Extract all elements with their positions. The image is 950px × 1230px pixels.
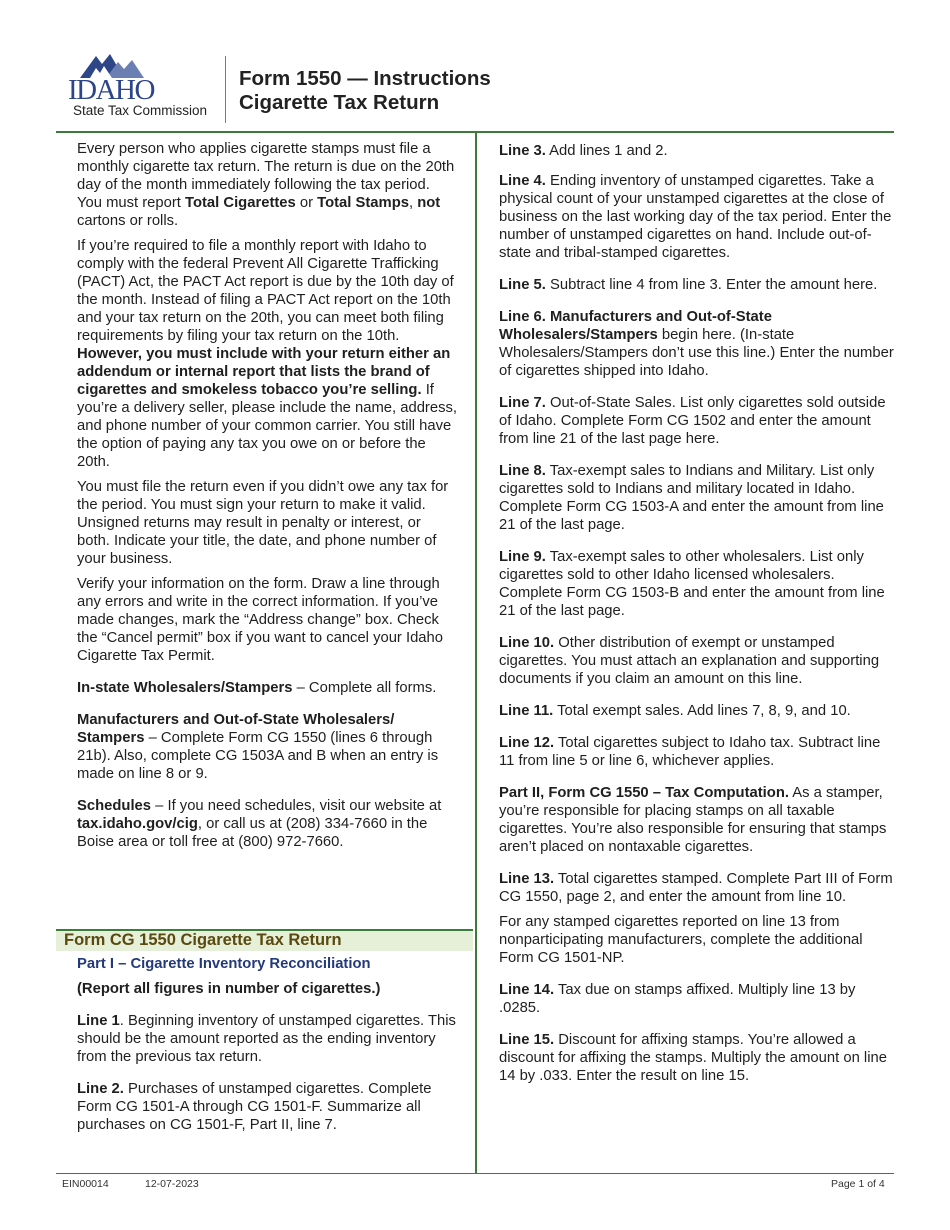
idaho-logo — [66, 52, 216, 120]
verify-paragraph: Verify your information on the form. Draw a line through any errors and write in the correct information. If you’ve made changes, mark the “Address change” box. Check the “Cancel permit” box if you want to cancel your Idaho Cigarette Tax Permit. — [77, 576, 443, 664]
line7-paragraph: Line 7. Out-of-State Sales. List only cigarettes sold outside of Idaho. Complete Form CG 1502 and enter the amount from line 21 of the last page here. — [499, 395, 886, 447]
title-line-2: Cigarette Tax Return — [239, 90, 440, 114]
line15-paragraph: Line 15. Discount for affixing stamps. You’re allowed a discount for affixing the stamps. Multiply the amount on line 14 by .033. Enter the result on line 15. — [499, 1032, 887, 1084]
section-title: Form CG 1550 Cigarette Tax Return — [64, 931, 342, 949]
line9-paragraph: Line 9. Tax-exempt sales to other wholesalers. List only cigarettes sold to other Idaho licensed wholesalers. Complete Form CG 1503-B and enter the amount from line 21 of the last page. — [499, 549, 885, 619]
instate-paragraph: In-state Wholesalers/Stampers – Complete all forms. — [77, 680, 437, 696]
left-column-lower — [77, 980, 457, 1134]
manufacturers-paragraph: Manufacturers and Out-of-State Wholesalers/ Stampers – Complete Form CG 1550 (lines 6 through 21b). Also, complete CG 1503A and B when an entry is made on line 8 or 9. — [77, 712, 439, 782]
part2-paragraph: Part II, Form CG 1550 – Tax Computation. As a stamper, you’re responsible for placing stamps on all taxable cigarettes. You’re also responsible for ensuring that stamps aren’t placed on nontaxable cigarettes. — [499, 785, 887, 855]
footer-form-code: EIN00014 — [62, 1178, 109, 1190]
bottom-rule — [56, 1173, 894, 1174]
right-column — [499, 142, 899, 1085]
logo-subtitle: State Tax Commission — [73, 103, 208, 118]
line8-paragraph: Line 8. Tax-exempt sales to Indians and Military. List only cigarettes sold to Indians and military located in Idaho. Complete Form CG 1503-A and enter the amount from line 21 of the last page. — [499, 463, 884, 533]
title-line-1: Form 1550 — Instructions — [239, 67, 491, 90]
line6-paragraph: Line 6. Manufacturers and Out-of-State Wholesalers/Stampers begin here. (In-state Wholesalers/Stampers don’t use this line.) Enter the number of cigarettes shipped into Idaho. — [499, 309, 894, 379]
footer-page-number: Page 1 of 4 — [831, 1178, 885, 1190]
line3-paragraph: Line 3. Add lines 1 and 2. — [499, 143, 668, 159]
line10-paragraph: Line 10. Other distribution of exempt or unstamped cigarettes. You must attach an explanation and supporting documents if you claim an amount on this line. — [499, 635, 880, 687]
pact-paragraph: If you’re required to file a monthly report with Idaho to comply with the federal Prevent All Cigarette Trafficking (PACT) Act, the PACT Act report is due by the 10th day of the month. Instead of filing a PACT Act report on the 10th and your tax return on the 20th, you can meet both filing requirements by filing your tax return on the 10th. However, you must include with your return either an addendum or internal report that lists the brand of cigarettes and smokeless tobacco you’re selling. If you’re a delivery seller, please include the name, address, and phone number of your common carrier. You still have the option of paying any tax you owe on or before the 20th. — [77, 238, 458, 470]
line12-paragraph: Line 12. Total cigarettes subject to Idaho tax. Subtract line 11 from line 5 or line 6, whichever applies. — [499, 735, 881, 769]
header-divider — [225, 56, 226, 123]
line4-paragraph: Line 4. Ending inventory of unstamped cigarettes. Take a physical count of your unstamped cigarettes at the close of business on the last working day of the tax period. Enter the number of unstamped cigarettes on hand. Include out-of-state and tribal-stamped cigarettes. — [499, 173, 892, 261]
left-column — [77, 140, 457, 851]
logo-wordmark: IDAHO — [68, 74, 154, 106]
line1-paragraph: Line 1. Beginning inventory of unstamped cigarettes. This should be the amount reported as the ending inventory from the previous tax return. — [77, 1013, 456, 1065]
report-note: (Report all figures in number of cigarettes.) — [77, 981, 381, 997]
part1-heading: Part I – Cigarette Inventory Reconciliation — [77, 956, 371, 972]
line11-paragraph: Line 11. Total exempt sales. Add lines 7, 8, 9, and 10. — [499, 703, 851, 719]
page-title — [239, 67, 491, 114]
line2-paragraph: Line 2. Purchases of unstamped cigarettes. Complete Form CG 1501-A through CG 1501-F. Summarize all purchases on CG 1501-F, Part II, line 7. — [77, 1081, 432, 1133]
line14-paragraph: Line 14. Tax due on stamps affixed. Multiply line 13 by .0285. — [499, 982, 856, 1016]
schedules-paragraph: Schedules – If you need schedules, visit our website at tax.idaho.gov/cig, or call us at (208) 334-7660 in the Boise area or toll free at (800) 972-7660. — [77, 798, 442, 850]
nonparticipating-paragraph: For any stamped cigarettes reported on line 13 from nonparticipating manufacturers, complete the additional Form CG 1501-NP. — [499, 914, 863, 966]
intro-paragraph: Every person who applies cigarette stamps must file a monthly cigarette tax return. The return is due on the 20th day of the month immediately following the tax period. You must report Total Cigarettes or Total Stamps, not cartons or rolls. — [77, 141, 455, 229]
footer-date: 12-07-2023 — [145, 1178, 199, 1190]
website-link[interactable]: tax.idaho.gov/cig — [77, 816, 198, 832]
line13-paragraph: Line 13. Total cigarettes stamped. Complete Part III of Form CG 1550, page 2, and enter the amount from line 10. — [499, 871, 893, 905]
must-file-paragraph: You must file the return even if you didn’t owe any tax for the period. You must sign your return to make it valid. Unsigned returns may result in penalty or interest, or both. Indicate your title, the date, and phone number of your business. — [77, 479, 449, 567]
column-divider — [475, 133, 477, 1174]
line5-paragraph: Line 5. Subtract line 4 from line 3. Enter the amount here. — [499, 277, 878, 293]
